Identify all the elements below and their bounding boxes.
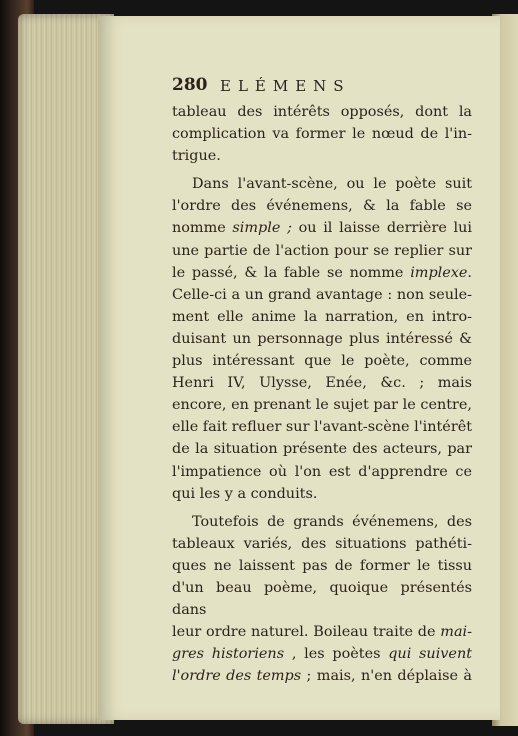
- text-line: Toutefois de grands événemens, des: [192, 513, 472, 530]
- text-line: l'ordre des événemens, & la fable se: [172, 198, 472, 215]
- text-line: une partie de l'action pour se replier sur: [172, 242, 472, 259]
- italic-term: mai-: [440, 624, 472, 641]
- text-line: leur ordre naturel. Boileau traite de mai-: [172, 624, 472, 641]
- italic-term: implexe: [410, 264, 468, 281]
- text-line: elle fait refluer sur l'avant-scène l'intérêt: [172, 419, 473, 436]
- text-line: Henri IV, Ulysse, Enée, &c. ; mais: [172, 375, 472, 392]
- italic-term: l'ordre des temps: [172, 668, 302, 685]
- text-line: duisant un personnage plus intéressé &: [172, 330, 472, 347]
- page-number: 280: [172, 75, 208, 95]
- text-line: tableau des intérêts opposés, dont la: [172, 104, 472, 120]
- text-line: ment elle anime la narration, en intro-: [172, 308, 472, 325]
- text-line: ques ne laissent pas de former le tissu: [172, 557, 472, 574]
- text-line: qui les y a conduits.: [172, 485, 318, 502]
- text-line: trigue.: [172, 148, 221, 165]
- text-line: plus intéressant que le poète, comme: [172, 353, 472, 370]
- text-line: le passé, & la fable se nomme implexe.: [172, 264, 472, 281]
- italic-term: gres historiens: [172, 646, 285, 663]
- text-line: l'impatience où l'on est d'apprendre ce: [172, 463, 472, 480]
- text-line: Dans l'avant-scène, ou le poète suit: [192, 176, 472, 193]
- text-line: l'ordre des temps ; mais, n'en déplaise à: [172, 668, 472, 685]
- text-line: Celle-ci a un grand avantage : non seule-: [172, 286, 472, 303]
- running-title: ELÉMENS: [220, 77, 351, 95]
- italic-term: simple ;: [232, 220, 292, 237]
- italic-term: qui suivent: [388, 646, 472, 663]
- text-line: gres historiens , les poètes qui suivent: [172, 646, 472, 663]
- text-line: encore, en prenant le sujet par le centre,: [172, 397, 472, 414]
- text-line: tableaux variés, des situations pathéti-: [172, 535, 472, 552]
- text-line: d'un beau poème, quoique présentés dans: [172, 579, 472, 619]
- text-line: nomme simple ; ou il laisse derrière lui: [172, 220, 472, 237]
- text-line: de la situation présente des acteurs, par: [172, 441, 472, 458]
- body-text: [172, 101, 472, 687]
- text-line: complication va former le nœud de l'in-: [172, 126, 472, 143]
